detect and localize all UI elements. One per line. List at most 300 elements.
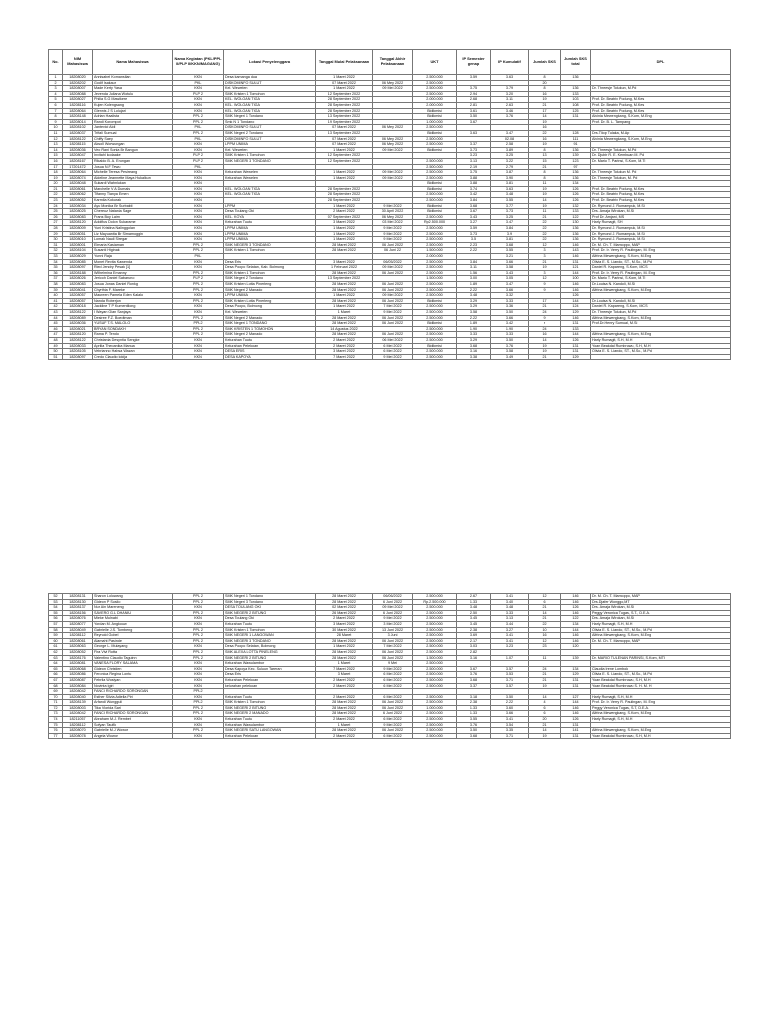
cell-tgl-akhir: 6 Mei 2022 (373, 677, 413, 683)
cell-tgl-mulai: 28 Maret 2022 (316, 281, 373, 287)
cell-nim: 18208176 (63, 655, 93, 661)
cell-no: 3 (49, 86, 63, 92)
cell-ukt: 2.000.000 (413, 254, 457, 260)
column-header-jumlah-sks: Jumlah SKS (529, 50, 561, 75)
cell-tgl-akhir: 06 Juni 2022 (373, 287, 413, 293)
cell-tgl-akhir: 06 Juni 2022 (373, 728, 413, 734)
cell-ukt: 2.500.000 (413, 158, 457, 164)
cell-nim: 18208089 (63, 315, 93, 321)
cell-ip-kumulatif: 2.79 (491, 164, 529, 170)
cell-ip-semester: 3.68 (457, 203, 491, 209)
cell-nama: Sofyan Taufik (93, 722, 173, 728)
cell-ukt: 2.000.000 (413, 102, 457, 108)
cell-nama: Liz Mayuanita Br Simamoggin (93, 231, 173, 237)
cell-no: 39 (49, 287, 63, 293)
cell-no: 30 (49, 237, 63, 243)
cell-dpl: Harly Rumagit, S.H, M.H (591, 337, 731, 343)
cell-ukt: 2.500.000 (413, 337, 457, 343)
cell-tgl-mulai: 12 September 2022 (316, 158, 373, 164)
cell-lokasi: Kelurahan Pelekoan (224, 677, 316, 683)
cell-tgl-akhir: 6 Juni 2022 (373, 711, 413, 717)
cell-tgl-mulai: 1 Maret 2022 (316, 293, 373, 299)
cell-tgl-mulai: 1 Maret 2022 (316, 147, 373, 153)
cell-sks-total: 144 (561, 270, 591, 276)
cell-tgl-akhir: 06 Juni 2022 (373, 321, 413, 327)
cell-ukt: 2.500.000 (413, 75, 457, 81)
cell-sks-total: 133 (561, 209, 591, 215)
cell-kegiatan: KKN (173, 293, 224, 299)
cell-dpl: Prof. Dr. Beatrix Podung, M.Kes (591, 97, 731, 103)
cell-ip-semester: 1.56 (457, 270, 491, 276)
cell-no: 14 (49, 147, 63, 153)
cell-nim: 18211057 (63, 717, 93, 723)
cell-tgl-mulai: 3 Maret 2022 (316, 259, 373, 265)
cell-tgl-akhir: 6 Juni 2022 (373, 610, 413, 616)
cell-tgl-akhir: 9 Mei 2022 (373, 666, 413, 672)
cell-dpl: Drs. Amaja Wirokan, M.Si (591, 605, 731, 611)
cell-tgl-akhir: 9 Mei 2022 (373, 237, 413, 243)
cell-kegiatan: PPL 2 (173, 627, 224, 633)
cell-no: 42 (49, 304, 63, 310)
cell-tgl-akhir: 06 Juni 2022 (373, 638, 413, 644)
cell-dpl: Alfrina Mewengkang, S.Kom, M.Eng (591, 254, 731, 260)
cell-nama: Philia S.G Mawikere (93, 97, 173, 103)
cell-nama: Esther Silvia Adiella Piri (93, 694, 173, 700)
cell-ukt: 2.500.000 (413, 226, 457, 232)
column-header-tgl-akhir: Tanggal Akhir Pelaksanaan (373, 50, 413, 75)
cell-nim: 18208026 (63, 276, 93, 282)
cell-kegiatan: PPL 2 (173, 594, 224, 600)
cell-jumlah-sks: 21 (529, 304, 561, 310)
cell-nama: Gabrielle J.S. Tombeng (93, 627, 173, 633)
cell-no: 34 (49, 259, 63, 265)
cell-nama: Elmaria Kasiaman (93, 242, 173, 248)
cell-nama: Aksoll Worwungan (93, 142, 173, 148)
cell-nama: Gideon Christien (93, 666, 173, 672)
cell-ukt: 2.500.000 (413, 666, 457, 672)
cell-jumlah-sks: 24 (529, 666, 561, 672)
cell-jumlah-sks: 14 (529, 198, 561, 204)
cell-no: 75 (49, 722, 63, 728)
cell-ip-semester: 3.88 (457, 175, 491, 181)
cell-ukt: 2.500.000 (413, 728, 457, 734)
cell-ukt: 2.500.000 (413, 265, 457, 271)
cell-ip-semester: 3.18 (457, 694, 491, 700)
cell-ukt: 2.500.000 (413, 326, 457, 332)
cell-nama: Veo Rani Sonia Br Bangun (93, 147, 173, 153)
cell-nim: 18208188 (63, 270, 93, 276)
cell-jumlah-sks: 21 (529, 354, 561, 360)
cell-ip-semester: 3.38 (457, 354, 491, 360)
cell-jumlah-sks: 19 (529, 142, 561, 148)
cell-lokasi: Kelurahan Tuutu (224, 694, 316, 700)
cell-kegiatan: PPL2 (173, 700, 224, 706)
cell-tgl-akhir: 9 Mei 2022 (373, 354, 413, 360)
cell-jumlah-sks: 19 (529, 265, 561, 271)
cell-lokasi: Kelurahan Wewelen (224, 175, 316, 181)
cell-ukt: 2.500.000 (413, 214, 457, 220)
cell-ip-kumulatif: 3.50 (491, 309, 529, 315)
cell-nim: 18208112 (63, 722, 93, 728)
cell-tgl-mulai: 13 September 2022 (316, 130, 373, 136)
cell-tgl-akhir: 3 Mei 2022 (373, 621, 413, 627)
cell-nama: Chereuz Natania Sage (93, 209, 173, 215)
cell-tgl-akhir: 06 Juni 2022 (373, 700, 413, 706)
column-header-tgl-mulai: Tanggal Mulai Pelaksanaan (316, 50, 373, 75)
cell-ukt: 2.500.000 (413, 672, 457, 678)
cell-kegiatan: KKN (173, 175, 224, 181)
cell-kegiatan: KKN (173, 108, 224, 114)
cell-nim: 18208088 (63, 91, 93, 97)
cell-lokasi: SMK Negeri 3 Tondano (224, 599, 316, 605)
cell-dpl: Peggy Veronica Tugas, S.T., D.E.A. (591, 610, 731, 616)
cell-jumlah-sks: 16 (529, 91, 561, 97)
cell-lokasi: SMK Kristen Lotta Pinerleng (224, 298, 316, 304)
cell-lokasi: Desa Poopo Selatan, Bolmong (224, 644, 316, 650)
cell-lokasi: Kelurahan Pelekoan (224, 343, 316, 349)
cell-lokasi: Desa Toulang Oki (224, 616, 316, 622)
cell-tgl-mulai: 28 Maret 2022 (316, 321, 373, 327)
cell-ip-semester: 3.23 (457, 153, 491, 159)
cell-nim: 18208077 (63, 621, 93, 627)
cell-ukt: 2.500.000 (413, 605, 457, 611)
cell-dpl: Alvinia Mewengkang, S.Kom, M.Eng (591, 136, 731, 142)
cell-kegiatan: KKN (173, 661, 224, 667)
cell-nama: Jackline T P Kumentilong (93, 304, 173, 310)
cell-nim: 18208131 (63, 594, 93, 600)
cell-lokasi: SMK NEGERI 3 TONDANO (224, 638, 316, 644)
cell-sks-total: 122 (561, 214, 591, 220)
cell-no: 2 (49, 80, 63, 86)
column-header-no: No. (49, 50, 63, 75)
cell-ukt: 2.500.000 (413, 633, 457, 639)
cell-sks-total: 129 (561, 309, 591, 315)
table-row (49, 733, 731, 739)
cell-nim: 18208122 (63, 136, 93, 142)
cell-no: 25 (49, 209, 63, 215)
cell-dpl: Olivia E. S. Liando, ST., M.Sc., M.Pd (591, 349, 731, 355)
cell-kegiatan: PPL 2 (173, 705, 224, 711)
cell-no: 45 (49, 321, 63, 327)
cell-ip-semester: 3.16 (457, 349, 491, 355)
cell-no: 54 (49, 605, 63, 611)
cell-jumlah-sks: 16 (529, 136, 561, 142)
cell-kegiatan: KKN (173, 309, 224, 315)
cell-kegiatan: PPL 2 (173, 130, 224, 136)
cell-nim: 18208064 (63, 170, 93, 176)
cell-lokasi: Smk N 1 Tondano (224, 119, 316, 125)
cell-ukt: 2.500.000 (413, 638, 457, 644)
cell-dpl: Alfrina Mewengkang, S.Kom, M.Eng (591, 711, 731, 717)
cell-tgl-akhir: 06 Juni 2022 (373, 705, 413, 711)
cell-jumlah-sks: 12 (529, 276, 561, 282)
cell-jumlah-sks: 19 (529, 192, 561, 198)
cell-nim: 18208052 (63, 649, 93, 655)
cell-ip-kumulatif: 3.05 (491, 276, 529, 282)
cell-no: 59 (49, 633, 63, 639)
cell-no: 33 (49, 254, 63, 260)
cell-sks-total: 133 (561, 91, 591, 97)
cell-nim: 18208049 (63, 627, 93, 633)
cell-kegiatan: PLP 2 (173, 153, 224, 159)
cell-jumlah-sks: 12 (529, 594, 561, 600)
cell-tgl-mulai: 2 Maret 2022 (316, 733, 373, 739)
cell-nama: Glennis J S Lolujari (93, 108, 173, 114)
cell-ip-kumulatif: 02.08 (491, 136, 529, 142)
cell-tgl-mulai: 1 Februari 2022 (316, 265, 373, 271)
cell-no: 71 (49, 700, 63, 706)
column-header-lokasi: Lokasi Penyelenggara (224, 50, 316, 75)
cell-ip-kumulatif: 3.21 (491, 254, 529, 260)
cell-tgl-mulai: 28 September 2022 (316, 97, 373, 103)
cell-kegiatan: PKL (173, 80, 224, 86)
cell-sks-total: 146 (561, 638, 591, 644)
cell-tgl-akhir: 13 Juni 2022 (373, 627, 413, 633)
cell-nim: 18208061 (63, 638, 93, 644)
cell-jumlah-sks: 14 (529, 610, 561, 616)
cell-sks-total: 131 (561, 677, 591, 683)
cell-ip-kumulatif: 3.40 (491, 599, 529, 605)
cell-kegiatan: KKN (173, 616, 224, 622)
cell-ip-semester: 3.58 (457, 309, 491, 315)
cell-jumlah-sks: 6 (529, 705, 561, 711)
cell-kegiatan: PPL 2 (173, 119, 224, 125)
cell-sks-total: 136 (561, 175, 591, 181)
cell-dpl: Prof.Dr.Henry Sumual, M.Si (591, 321, 731, 327)
cell-lokasi: SMK NEGERI 1 LANGOWAN (224, 633, 316, 639)
cell-tgl-mulai: 1 Maret 2022 (316, 231, 373, 237)
cell-jumlah-sks: 19 (529, 349, 561, 355)
cell-dpl: Dr. Rymond J. Rumampuk, M.Si (591, 226, 731, 232)
cell-nim: 18208097 (63, 265, 93, 271)
cell-ip-kumulatif: 3.33 (491, 332, 529, 338)
cell-sks-total: 146 (561, 594, 591, 600)
cell-tgl-mulai: 13 September 2022 (316, 114, 373, 120)
cell-ip-kumulatif: 3.76 (491, 114, 529, 120)
cell-ip-kumulatif: 3.36 (491, 304, 529, 310)
column-header-nama: Nama Mahasiswa (93, 50, 173, 75)
cell-lokasi: SMK Kristen Lotta Pinerleng (224, 281, 316, 287)
cell-ip-semester: 3.88 (457, 181, 491, 187)
cell-sks-total: 129 (561, 672, 591, 678)
cell-sks-total: 126 (561, 198, 591, 204)
cell-no: 11 (49, 130, 63, 136)
cell-lokasi: SMK Negeri 1 TONDANO (224, 321, 316, 327)
cell-ip-kumulatif: 2.63 (491, 102, 529, 108)
cell-ip-semester: 3.67 (457, 209, 491, 215)
cell-jumlah-sks: 24 (529, 309, 561, 315)
cell-ukt: Bidikmisi (413, 203, 457, 209)
cell-jumlah-sks: 21 (529, 677, 561, 683)
cell-tgl-mulai: 28 September 2022 (316, 108, 373, 114)
cell-tgl-akhir: 9 Mei (373, 661, 413, 667)
cell-tgl-mulai: 19 September 2022 (316, 119, 373, 125)
cell-jumlah-sks: 8 (529, 147, 561, 153)
cell-tgl-akhir: 09 Mei 2022 (373, 86, 413, 92)
cell-jumlah-sks: 4 (529, 700, 561, 706)
cell-dpl: Alfrina Mewengkang, S.Kom, M.Eng (591, 728, 731, 734)
cell-lokasi: LPPM UNIMA (224, 231, 316, 237)
cell-jumlah-sks: 22 (529, 237, 561, 243)
cell-lokasi: DISKOMINFO SULUT (224, 80, 316, 86)
cell-sks-total: 91 (561, 142, 591, 148)
cell-no: 72 (49, 705, 63, 711)
cell-dpl: Alfrina Mewengkang, S.Kom, M.Eng (591, 287, 731, 293)
cell-no: 6 (49, 102, 63, 108)
cell-no: 63 (49, 655, 63, 661)
cell-jumlah-sks: 19 (529, 186, 561, 192)
cell-nama: Angela Wowor (93, 733, 173, 739)
cell-sks-total: 124 (561, 304, 591, 310)
header-row (49, 50, 731, 75)
cell-dpl: Prof Dr. Amjani, MS (591, 214, 731, 220)
cell-tgl-mulai: 28 Maret 2022 (316, 332, 373, 338)
cell-ip-kumulatif: 3.9 (491, 231, 529, 237)
cell-nim: 18208040 (63, 694, 93, 700)
cell-ip-semester: 2.22 (457, 315, 491, 321)
cell-sks-total: 131 (561, 733, 591, 739)
cell-sks-total: 131 (561, 114, 591, 120)
cell-ukt: 2.500.000 (413, 354, 457, 360)
cell-nim: 18208104 (63, 248, 93, 254)
cell-ip-kumulatif: 3.87 (491, 170, 529, 176)
cell-nama: Maureen Pamela Eden Kalalo (93, 293, 173, 299)
cell-tgl-akhir: 06 Juni 2022 (373, 298, 413, 304)
cell-sks-total: 103 (561, 97, 591, 103)
cell-tgl-mulai: 1 Maret 2022 (316, 203, 373, 209)
cell-ukt: 2.500.000 (413, 683, 457, 689)
cell-sks-total: 100 (561, 276, 591, 282)
cell-nim: 18208042 (63, 711, 93, 717)
cell-nim: 18208120 (63, 332, 93, 338)
cell-tgl-akhir: 9 Mei 2022 (373, 231, 413, 237)
cell-dpl: Drs. Amaja Wirokan, M.Si (591, 209, 731, 215)
cell-no: 64 (49, 661, 63, 667)
cell-lokasi: SMK ALEXA LOTTA PINELENG (224, 649, 316, 655)
cell-sks-total: 126 (561, 186, 591, 192)
cell-sks-total: 128 (561, 130, 591, 136)
cell-tgl-mulai: 07 Maret 2022 (316, 125, 373, 131)
cell-lokasi: Kelurahan Wawulambor (224, 722, 316, 728)
cell-ip-semester: 2.38 (457, 700, 491, 706)
cell-no: 57 (49, 621, 63, 627)
cell-lokasi: SMK NEGERI 2 BITUNG (224, 655, 316, 661)
cell-tgl-akhir: 9 Mei 2022 (373, 203, 413, 209)
cell-nama: Vebrianno Habsa Wazan (93, 349, 173, 355)
cell-sks-total: 131 (561, 321, 591, 327)
cell-sks-total: 132 (561, 203, 591, 209)
cell-tgl-akhir: 09 Mei 2022 (373, 175, 413, 181)
cell-nama: Aldeline Jeannette Maya Hukalkun (93, 175, 173, 181)
cell-nama: Karmila Kokurak (93, 198, 173, 204)
cell-tgl-mulai: 2 Maret 2022 (316, 677, 373, 683)
cell-dpl: Yoan Beakdal Rumbruwu S. H. M. H (591, 683, 731, 689)
cell-lokasi: SMK Kristen 1 Tomohon (224, 153, 316, 159)
cell-ip-semester: 3.13 (457, 158, 491, 164)
cell-dpl: Dr. M. Ch. T. Mamoppo, MAP (591, 242, 731, 248)
cell-tgl-mulai: 3 Maret 2022 (316, 349, 373, 355)
cell-tgl-mulai: 7 Maret 2022 (316, 354, 373, 360)
cell-nama: I Wayan Gian Sanjaya (93, 309, 173, 315)
cell-sks-total: 134 (561, 181, 591, 187)
cell-tgl-akhir: 06 Juni 2022 (373, 649, 413, 655)
cell-ip-kumulatif: 3.33 (491, 298, 529, 304)
cell-tgl-akhir: 6 Mei 2022 (373, 733, 413, 739)
cell-kegiatan: PPL 2 (173, 649, 224, 655)
cell-ip-kumulatif: 3.20 (491, 91, 529, 97)
cell-sks-total: 134 (561, 666, 591, 672)
cell-tgl-mulai: 1 Maret (316, 722, 373, 728)
cell-nim: 18208036 (63, 321, 93, 327)
cell-lokasi: Kel. Wewelen (224, 86, 316, 92)
cell-jumlah-sks: 21 (529, 164, 561, 170)
cell-lokasi: Kelurahan Wawulambor (224, 661, 316, 667)
cell-dpl: Dr. Threesje Tolukun, M.Pd (591, 147, 731, 153)
cell-tgl-akhir: 06 Juni 2022 (373, 281, 413, 287)
cell-tgl-akhir: 3 Juni (373, 633, 413, 639)
cell-lokasi: Desa kamanga dua (224, 75, 316, 81)
cell-ip-kumulatif: 3.60 (491, 705, 529, 711)
cell-ip-semester: 3.74 (457, 186, 491, 192)
cell-nama: Tika Viorida Sari (93, 705, 173, 711)
cell-kegiatan: PPL 2 (173, 287, 224, 293)
cell-ukt: 1.500.000 (413, 248, 457, 254)
cell-nama: Rikaldo B. A. Erungan (93, 158, 173, 164)
cell-ip-semester: 3.75 (457, 170, 491, 176)
cell-nama: Febrila Wosiyan (93, 677, 173, 683)
cell-ip-semester: 3.84 (457, 259, 491, 265)
cell-ip-kumulatif: 3.47 (491, 130, 529, 136)
cell-tgl-akhir: 06 Juni 2022 (373, 332, 413, 338)
cell-ukt: 2.500.000 (413, 270, 457, 276)
cell-ip-semester: 3.75 (457, 86, 491, 92)
cell-ip-kumulatif: 3.57 (491, 683, 529, 689)
cell-kegiatan: KKN (173, 644, 224, 650)
column-header-sks-total: Jumlah SKS total (561, 50, 591, 75)
cell-ip-semester: 3.43 (457, 214, 491, 220)
cell-nim: 18208009 (63, 226, 93, 232)
cell-ip-kumulatif: 3.55 (491, 198, 529, 204)
cell-lokasi: SMK Kristen 1 Tomohon (224, 700, 316, 706)
cell-nama: Reynold Gobel (93, 633, 173, 639)
cell-ukt: Bidikmisi (413, 114, 457, 120)
cell-dpl: Yoan Beakdal Rumbruwu, S.H, M.H (591, 677, 731, 683)
cell-lokasi: SMK NEGERI 2 BITUNG (224, 705, 316, 711)
cell-tgl-mulai: 28 Maret 2022 (316, 248, 373, 254)
cell-sks-total: 139 (561, 655, 591, 661)
cell-tgl-mulai: 1 Maret 2022 (316, 237, 373, 243)
cell-ip-semester: 3.03 (457, 644, 491, 650)
cell-lokasi: LPPM UNIMA (224, 226, 316, 232)
cell-dpl: Dr. Threesje Tolukun, M.Pd (591, 309, 731, 315)
cell-kegiatan: KKN (173, 683, 224, 689)
cell-kegiatan: PPL 2 (173, 332, 224, 338)
cell-jumlah-sks: 19 (529, 343, 561, 349)
cell-ip-kumulatif: 2.22 (491, 700, 529, 706)
cell-tgl-mulai: 2 Maret 2022 (316, 209, 373, 215)
cell-dpl: Prof. Dr. Beatrix Podung, M.Kes (591, 192, 731, 198)
cell-sks-total: 133 (561, 326, 591, 332)
cell-no: 73 (49, 711, 63, 717)
cell-ip-semester: 3.69 (457, 633, 491, 639)
cell-no: 23 (49, 198, 63, 204)
cell-lokasi: DISKOMINFO SULUT (224, 136, 316, 142)
cell-tgl-akhir: 06 Mey 2022 (373, 214, 413, 220)
cell-nim: 18208074 (63, 175, 93, 181)
cell-tgl-akhir: 06 Juni 2022 (373, 655, 413, 661)
cell-tgl-mulai: 7 Maret 2022 (316, 666, 373, 672)
cell-ip-semester: 3.68 (457, 677, 491, 683)
